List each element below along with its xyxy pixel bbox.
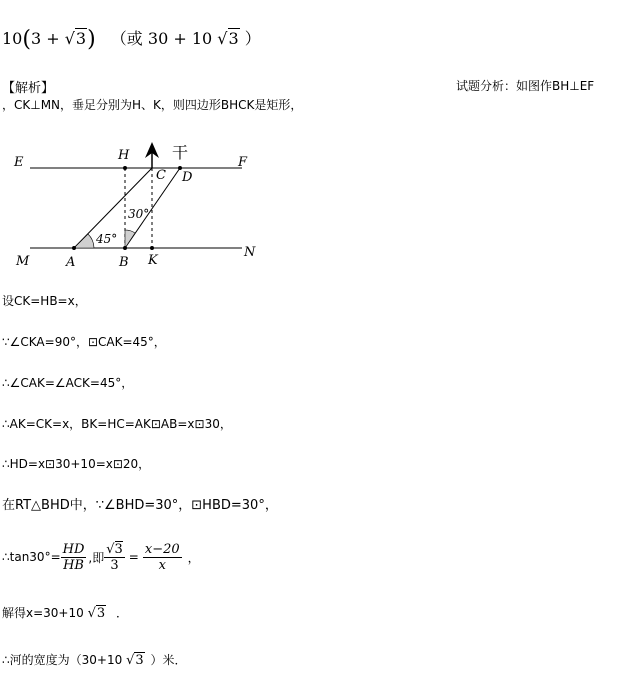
label-h: H [118, 148, 130, 163]
answer-alt-expr: 30 + 10 [147, 29, 213, 48]
label-d: D [182, 170, 193, 185]
step-8 [2, 604, 128, 621]
answer-paren-close: ) [87, 27, 96, 52]
step-7-prefix: ∴tan30°= [2, 550, 61, 564]
section-line2: ，CK⊥MN，垂足分别为H、K，则四边形BHCK是矩形， [2, 98, 303, 112]
answer-radicand: 3 [75, 29, 87, 48]
angle-arc-a [74, 234, 94, 248]
label-k: K [148, 253, 158, 268]
answer-alt-close: ） [244, 29, 261, 48]
step-9-end: ）米． [150, 653, 187, 667]
answer-coef: 10 [2, 29, 23, 48]
frac-num-x20: x−20 [144, 541, 180, 557]
answer-alt-radicand: 3 [228, 29, 239, 48]
step-6: 在RT△BHD中，∵∠BHD=30°，⊡HBD=30°， [2, 498, 278, 513]
step-3: ∴∠CAK=∠ACK=45°， [2, 376, 134, 390]
answer-paren-open: ( [22, 27, 31, 52]
step-7-frac-hd-hb [61, 542, 87, 573]
label-b: B [119, 255, 129, 270]
frac-den-hb: HB [63, 557, 84, 573]
step-4: ∴AK=CK=x，BK=HC=AK⊡AB=x⊡30， [2, 417, 232, 431]
geometry-diagram [0, 138, 270, 278]
frac-den-3: 3 [110, 557, 119, 573]
label-m: M [16, 254, 30, 269]
label-a: A [66, 255, 76, 270]
step-7 [2, 536, 200, 578]
step-8-prefix: 解得x=30+10 [2, 606, 84, 620]
answer-alt-sqrt: √3 [217, 29, 239, 48]
section-heading: 【解析】 [2, 81, 55, 96]
step-8-end: ． [116, 606, 129, 620]
step-9-prefix: ∴河的宽度为（30+10 [2, 653, 123, 667]
step-7-eq: = [128, 550, 139, 564]
point-h [123, 166, 127, 170]
point-a [72, 246, 76, 250]
label-e: E [14, 155, 24, 170]
step-7-frac-sqrt3-3 [104, 542, 125, 573]
angle-arc-b [125, 230, 135, 248]
point-k [150, 246, 154, 250]
frac-num-hd: HD [62, 541, 85, 557]
step-2: ∵∠CKA=90°，⊡CAK=45°， [2, 335, 166, 349]
step-1: 设CK=HB=x， [2, 294, 87, 308]
step-7-end: ， [187, 550, 200, 565]
step-8-sqrt: √3 [87, 606, 106, 621]
step-8-radicand: 3 [96, 606, 106, 621]
label-angle-30: 30° [128, 207, 150, 221]
label-angle-45: 45° [96, 232, 118, 246]
answer-alt-open: （或 [110, 29, 143, 48]
frac-den-x: x [158, 557, 166, 573]
answer-line [2, 26, 261, 52]
point-b [123, 246, 127, 250]
step-7-frac-x20-x [143, 542, 182, 573]
label-c: C [156, 168, 166, 183]
step-9-sqrt: √3 [126, 653, 144, 668]
label-mark: 干 [172, 143, 189, 162]
label-n: N [244, 245, 256, 260]
frac-sqrt3-radicand: 3 [114, 541, 123, 557]
frac-num-sqrt3: √3 [106, 541, 123, 557]
step-9 [2, 651, 186, 668]
step-9-radicand: 3 [135, 653, 144, 668]
label-f: F [238, 155, 248, 170]
step-5: ∴HD=x⊡30+10=x⊡20， [2, 457, 151, 471]
step-7-mid: ,即 [88, 550, 105, 565]
section-right-intro: 试题分析：如图作BH⊥EF [456, 79, 595, 93]
answer-inner-prefix: 3 + [30, 29, 60, 48]
answer-sqrt: √3 [64, 29, 87, 48]
